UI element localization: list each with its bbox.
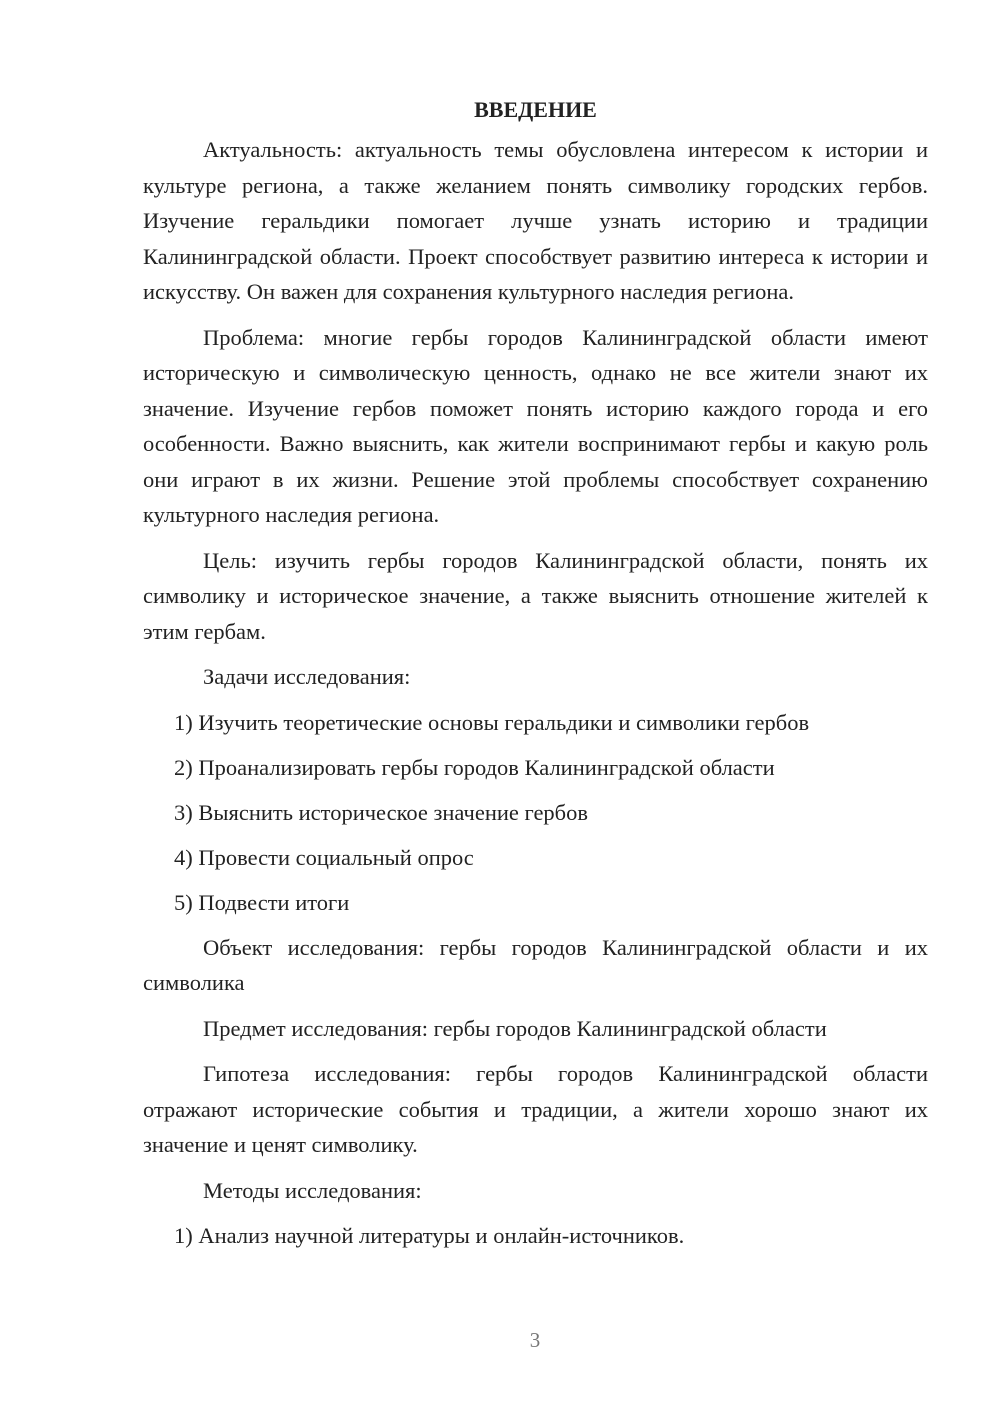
- object-paragraph: Объект исследования: гербы городов Калининградской области и их символика: [143, 934, 928, 995]
- task-item: 2) Проанализировать гербы городов Калининградской области: [174, 754, 775, 780]
- methods-list: [143, 1218, 928, 1254]
- hypothesis-paragraph: Гипотеза исследования: гербы городов Калининградской области отражают исторические события и традиции, а жители хорошо знают их значение и ценят символику.: [143, 1061, 928, 1157]
- method-item: 1) Анализ научной литературы и онлайн-источников.: [174, 1223, 685, 1248]
- task-item: 1) Изучить теоретические основы геральдики и символики гербов: [174, 709, 810, 735]
- methods-heading: Методы исследования:: [203, 1177, 422, 1203]
- problem-paragraph: Проблема: многие гербы городов Калининградской области имеют историческую и символическую ценность, однако не все жители знают их значение. Изучение гербов поможет понять историю каждого города и его особенности. Важно выяснить, как жители воспринимают гербы и какую роль они играют в их жизни. Решение этой проблемы способствует сохранению культурного наследия региона.: [143, 324, 928, 527]
- relevance-paragraph: Актуальность: актуальность темы обусловлена интересом к истории и культуре региона, а также желанием понять символику городских гербов. Изучение геральдики помогает лучше узнать историю и традиции Калининградской области. Проект способствует развитию интереса к истории и искусству. Он важен для сохранения культурного наследия региона.: [143, 137, 928, 304]
- goal-paragraph: Цель: изучить гербы городов Калининградской области, понять их символику и историческое значение, а также выяснить отношение жителей к этим гербам.: [143, 547, 928, 644]
- page-number: 3: [529, 1328, 541, 1352]
- task-item: 3) Выяснить историческое значение гербов: [174, 799, 589, 825]
- task-item: 5) Подвести итоги: [174, 889, 350, 915]
- tasks-heading: Задачи исследования:: [203, 664, 411, 689]
- tasks-list: [143, 705, 928, 921]
- document-title: ВВЕДЕНИЕ: [474, 97, 597, 122]
- subject-line: Предмет исследования: гербы городов Калининградской области: [203, 1015, 827, 1041]
- task-item: 4) Провести социальный опрос: [174, 844, 474, 870]
- document-page: [143, 92, 928, 1263]
